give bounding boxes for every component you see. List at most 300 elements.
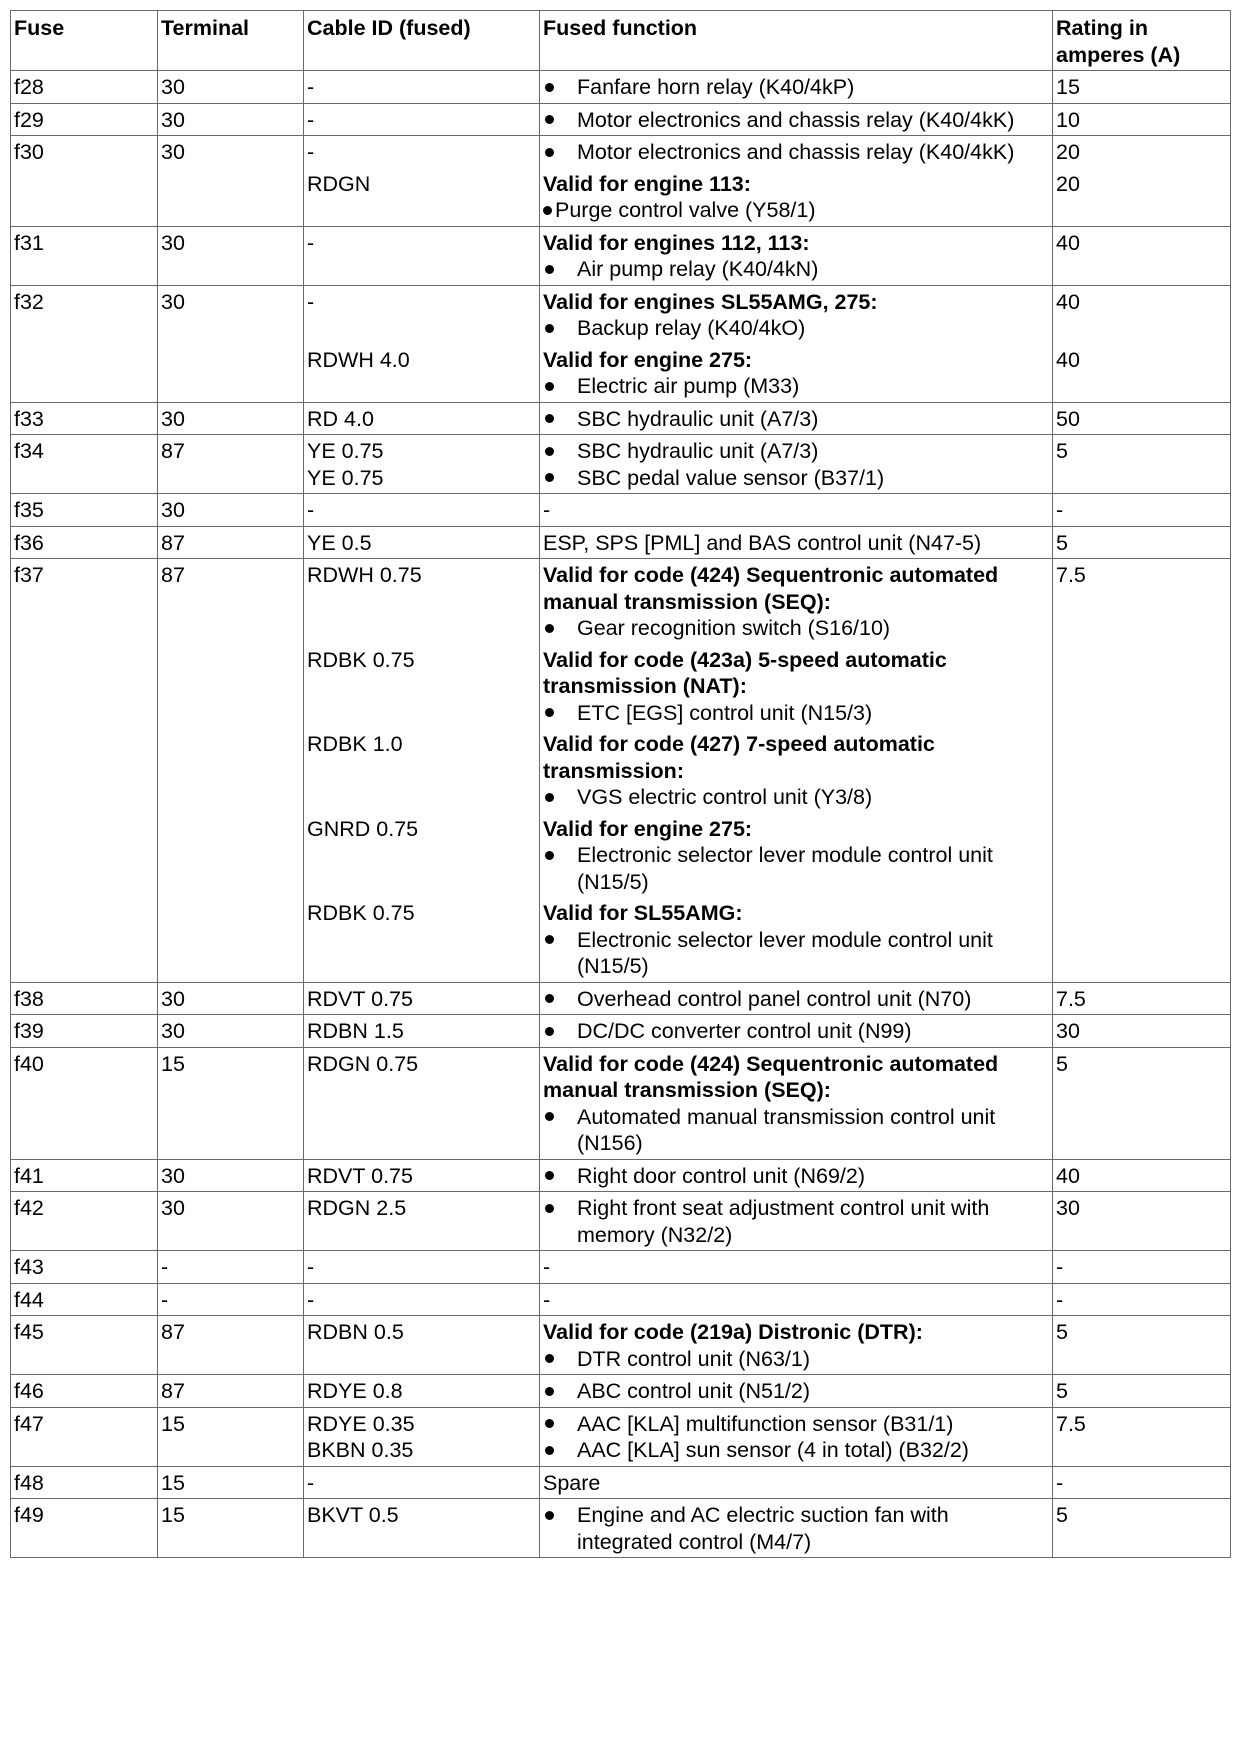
function-group	[543, 562, 1047, 642]
bullet-item	[543, 842, 1047, 895]
bullet-item	[543, 406, 1047, 433]
fuse-cell: f39	[11, 1015, 158, 1048]
rating-value: -	[1056, 1287, 1064, 1312]
bullet-text: DTR control unit (N63/1)	[577, 1346, 810, 1371]
terminal-cell: 30	[158, 136, 304, 227]
table-row	[11, 1159, 1231, 1192]
rating-cell	[1053, 1251, 1231, 1284]
rating-cell	[1053, 1015, 1231, 1048]
rating-cell	[1053, 1466, 1231, 1499]
bullet-icon	[543, 700, 577, 727]
function-group	[543, 647, 1047, 727]
rating-cell	[1053, 1407, 1231, 1466]
terminal-cell: 15	[158, 1407, 304, 1466]
function-cell	[540, 136, 1053, 227]
bullet-icon	[543, 986, 577, 1013]
validity-heading: Valid for SL55AMG:	[543, 901, 743, 925]
bullet-icon	[543, 927, 577, 980]
table-row	[11, 136, 1231, 227]
bullet-text: Electronic selector lever module control unit (N15/5)	[577, 843, 993, 894]
cable-group	[307, 647, 534, 727]
cable-id: -	[307, 1255, 315, 1279]
cable-group	[307, 1502, 534, 1555]
bullet-icon	[543, 1437, 577, 1464]
cable-id: RDYE 0.8	[307, 1379, 403, 1403]
terminal-cell: -	[158, 1251, 304, 1284]
function-cell	[540, 1316, 1053, 1375]
cable-group	[307, 230, 534, 283]
validity-heading: Valid for code (424) Sequentronic automated manual transmission (SEQ):	[543, 563, 999, 614]
terminal-cell: 87	[158, 1375, 304, 1408]
cable-cell	[304, 1316, 540, 1375]
cable-group	[307, 139, 534, 166]
cable-group	[307, 107, 534, 134]
function-group	[543, 74, 1047, 101]
cable-cell	[304, 1251, 540, 1284]
rating-value: 5	[1056, 439, 1068, 463]
rating-value: 5	[1056, 1320, 1068, 1344]
function-group	[543, 1163, 1047, 1190]
cable-cell	[304, 136, 540, 227]
fuse-cell: f48	[11, 1466, 158, 1499]
rating-cell	[1053, 402, 1231, 435]
bullet-text: AAC [KLA] sun sensor (4 in total) (B32/2)	[577, 1438, 969, 1462]
cable-group	[307, 816, 534, 896]
cable-id: RDBN 1.5	[307, 1019, 404, 1043]
function-cell	[540, 494, 1053, 527]
cable-group	[307, 347, 534, 400]
fuse-cell: f28	[11, 71, 158, 104]
cable-cell	[304, 526, 540, 559]
function-cell	[540, 1047, 1053, 1159]
function-group	[543, 438, 1047, 491]
function-cell	[540, 1283, 1053, 1316]
bullet-icon	[543, 256, 577, 283]
terminal-cell: 30	[158, 285, 304, 402]
function-group	[543, 816, 1047, 896]
terminal-cell: 30	[158, 226, 304, 285]
bullet-item	[543, 139, 1047, 166]
table-row	[11, 1283, 1231, 1316]
fuse-cell: f38	[11, 982, 158, 1015]
fuse-cell: f46	[11, 1375, 158, 1408]
cable-id: RD 4.0	[307, 406, 374, 431]
cable-group	[307, 171, 534, 224]
validity-heading: Valid for engines 112, 113:	[543, 230, 810, 255]
terminal-cell: 30	[158, 982, 304, 1015]
fuse-cell: f47	[11, 1407, 158, 1466]
cable-cell	[304, 1375, 540, 1408]
function-group	[543, 986, 1047, 1013]
function-group	[543, 497, 1047, 524]
rating-value: 20	[1056, 171, 1080, 196]
cable-cell	[304, 1466, 540, 1499]
fuse-cell: f44	[11, 1283, 158, 1316]
table-row	[11, 435, 1231, 494]
function-cell	[540, 1015, 1053, 1048]
validity-heading: Valid for engine 113:	[543, 171, 751, 196]
fuse-cell: f34	[11, 435, 158, 494]
cable-id: -	[307, 289, 315, 314]
bullet-item	[543, 1018, 1047, 1045]
bullet-item	[543, 1411, 1047, 1438]
function-group	[543, 1195, 1047, 1248]
fuse-cell: f35	[11, 494, 158, 527]
rating-value: 5	[1056, 1051, 1068, 1076]
terminal-cell: 15	[158, 1466, 304, 1499]
bullet-item	[543, 1502, 1047, 1555]
bullet-text: Automated manual transmission control unit (N156)	[577, 1104, 996, 1155]
bullet-icon	[543, 784, 577, 811]
rating-value: 40	[1056, 289, 1080, 314]
cable-group	[307, 1378, 534, 1405]
function-group	[543, 530, 1047, 557]
rating-value: 40	[1056, 1163, 1080, 1188]
table-row	[11, 103, 1231, 136]
bullet-text: Backup relay (K40/4kO)	[577, 316, 806, 340]
function-group	[543, 289, 1047, 342]
bullet-icon	[543, 74, 577, 101]
cable-group	[307, 1470, 534, 1497]
header-fused-function: Fused function	[540, 11, 1053, 71]
rating-cell	[1053, 559, 1231, 983]
cable-cell	[304, 982, 540, 1015]
bullet-text: VGS electric control unit (Y3/8)	[577, 785, 873, 809]
bullet-item	[543, 1104, 1047, 1157]
bullet-item	[543, 1378, 1047, 1405]
cable-group	[307, 1254, 534, 1281]
table-row	[11, 494, 1231, 527]
table-row	[11, 226, 1231, 285]
bullet-item	[543, 256, 1047, 283]
cable-id: YE 0.75	[307, 465, 384, 490]
cable-group	[307, 731, 534, 811]
bullet-item	[543, 986, 1047, 1013]
table-row	[11, 1251, 1231, 1284]
bullet-text: SBC pedal value sensor (B37/1)	[577, 465, 885, 490]
function-cell	[540, 982, 1053, 1015]
function-cell	[540, 402, 1053, 435]
terminal-cell: 87	[158, 435, 304, 494]
cable-group	[307, 1287, 534, 1314]
bullet-icon	[543, 1104, 577, 1157]
cable-group	[307, 986, 534, 1013]
bullet-item	[543, 1346, 1047, 1373]
bullet-text: SBC hydraulic unit (A7/3)	[577, 406, 819, 431]
cable-id: -	[307, 498, 315, 522]
function-text: -	[543, 498, 551, 522]
function-group	[543, 230, 1047, 283]
rating-value: 10	[1056, 107, 1080, 132]
bullet-text: Motor electronics and chassis relay (K40/4kK)	[577, 107, 1015, 132]
rating-cell	[1053, 1283, 1231, 1316]
table-row	[11, 1375, 1231, 1408]
function-group	[543, 406, 1047, 433]
header-rating: Rating in amperes (A)	[1053, 11, 1231, 71]
terminal-cell: 15	[158, 1499, 304, 1558]
function-group	[543, 1502, 1047, 1555]
cable-id: GNRD 0.75	[307, 816, 419, 841]
rating-cell	[1053, 1316, 1231, 1375]
terminal-cell: 30	[158, 71, 304, 104]
function-group	[543, 139, 1047, 166]
bullet-icon	[543, 107, 577, 134]
rating-value: 15	[1056, 75, 1080, 99]
terminal-cell: 30	[158, 494, 304, 527]
terminal-cell: 30	[158, 402, 304, 435]
cable-id: -	[307, 107, 315, 132]
cable-group	[307, 289, 534, 342]
cable-cell	[304, 1407, 540, 1466]
bullet-item	[543, 615, 1047, 642]
cable-id: RDVT 0.75	[307, 986, 413, 1011]
bullet-icon	[543, 1195, 577, 1248]
rating-cell	[1053, 1047, 1231, 1159]
cable-group	[307, 1163, 534, 1190]
function-text: Spare	[543, 1470, 601, 1495]
function-group	[543, 171, 1047, 224]
fuse-cell: f42	[11, 1192, 158, 1251]
cable-id: RDGN 2.5	[307, 1196, 407, 1220]
fuse-cell: f49	[11, 1499, 158, 1558]
rating-value: 30	[1056, 1019, 1080, 1043]
bullet-item	[543, 1437, 1047, 1464]
rating-cell	[1053, 1375, 1231, 1408]
rating-value	[1056, 900, 1225, 980]
rating-value: 5	[1056, 530, 1068, 555]
rating-cell	[1053, 494, 1231, 527]
terminal-cell: 15	[158, 1047, 304, 1159]
function-cell	[540, 526, 1053, 559]
table-header-row	[11, 11, 1231, 71]
cable-id: YE 0.75	[307, 439, 384, 463]
rating-value: 40	[1056, 347, 1080, 372]
function-cell	[540, 1407, 1053, 1466]
bullet-icon	[543, 438, 577, 465]
cable-cell	[304, 1047, 540, 1159]
validity-heading: Valid for engine 275:	[543, 816, 753, 841]
cable-id: RDWH 4.0	[307, 347, 410, 372]
validity-heading: Valid for code (424) Sequentronic automated manual transmission (SEQ):	[543, 1051, 999, 1102]
rating-value: 7.5	[1056, 563, 1086, 587]
bullet-item	[543, 197, 1047, 224]
fuse-cell: f30	[11, 136, 158, 227]
bullet-icon	[543, 1163, 577, 1190]
bullet-text: ETC [EGS] control unit (N15/3)	[577, 700, 873, 725]
validity-heading: Valid for engines SL55AMG, 275:	[543, 289, 878, 314]
rating-value: 20	[1056, 140, 1080, 164]
bullet-text: Motor electronics and chassis relay (K40/4kK)	[577, 140, 1015, 164]
validity-heading: Valid for code (423a) 5-speed automatic transmission (NAT):	[543, 647, 947, 698]
terminal-cell: 87	[158, 1316, 304, 1375]
cable-id: RDGN	[307, 171, 371, 196]
table-row	[11, 402, 1231, 435]
cable-id: BKBN 0.35	[307, 1438, 414, 1462]
rating-cell	[1053, 103, 1231, 136]
terminal-cell: 30	[158, 103, 304, 136]
function-group	[543, 1411, 1047, 1464]
bullet-text: Electric air pump (M33)	[577, 374, 800, 398]
cable-cell	[304, 103, 540, 136]
cable-id: RDGN 0.75	[307, 1051, 419, 1076]
table-row	[11, 1192, 1231, 1251]
rating-value: -	[1056, 1255, 1064, 1279]
rating-cell	[1053, 136, 1231, 227]
cable-group	[307, 1051, 534, 1157]
cable-id: -	[307, 1287, 315, 1312]
bullet-text: Fanfare horn relay (K40/4kP)	[577, 75, 855, 99]
bullet-item	[543, 465, 1047, 492]
table-body	[11, 71, 1231, 1558]
table-row	[11, 1015, 1231, 1048]
function-cell	[540, 1375, 1053, 1408]
table-row	[11, 1499, 1231, 1558]
table-row	[11, 1047, 1231, 1159]
cable-cell	[304, 1499, 540, 1558]
cable-id: RDBK 0.75	[307, 647, 415, 672]
cable-id: RDBK 0.75	[307, 901, 415, 925]
fuse-cell: f36	[11, 526, 158, 559]
rating-value: 50	[1056, 406, 1080, 431]
bullet-icon	[543, 197, 555, 224]
fuse-cell: f37	[11, 559, 158, 983]
bullet-icon	[543, 1502, 577, 1555]
function-group	[543, 347, 1047, 400]
cable-id: RDWH 0.75	[307, 563, 422, 587]
cable-id: YE 0.5	[307, 530, 372, 555]
bullet-text: DC/DC converter control unit (N99)	[577, 1019, 912, 1043]
cable-cell	[304, 1283, 540, 1316]
rating-cell	[1053, 435, 1231, 494]
function-cell	[540, 285, 1053, 402]
fuse-cell: f32	[11, 285, 158, 402]
bullet-text: Air pump relay (K40/4kN)	[577, 257, 819, 281]
cable-id: RDBN 0.5	[307, 1320, 404, 1344]
rating-cell	[1053, 1499, 1231, 1558]
rating-value: -	[1056, 498, 1064, 522]
cable-group	[307, 900, 534, 980]
cable-cell	[304, 285, 540, 402]
rating-cell	[1053, 1159, 1231, 1192]
fuse-cell: f29	[11, 103, 158, 136]
table-row	[11, 559, 1231, 983]
bullet-item	[543, 1163, 1047, 1190]
function-cell	[540, 1251, 1053, 1284]
bullet-item	[543, 784, 1047, 811]
table-row	[11, 285, 1231, 402]
bullet-text: SBC hydraulic unit (A7/3)	[577, 439, 819, 463]
fuse-cell: f31	[11, 226, 158, 285]
bullet-text: AAC [KLA] multifunction sensor (B31/1)	[577, 1411, 954, 1436]
function-text: -	[543, 1255, 551, 1279]
cable-id: BKVT 0.5	[307, 1503, 399, 1527]
rating-value	[1056, 647, 1225, 727]
function-group	[543, 1378, 1047, 1405]
rating-cell	[1053, 71, 1231, 104]
cable-group	[307, 530, 534, 557]
terminal-cell: 87	[158, 526, 304, 559]
bullet-item	[543, 700, 1047, 727]
rating-value: 40	[1056, 230, 1080, 255]
bullet-icon	[543, 139, 577, 166]
cable-group	[307, 74, 534, 101]
function-group	[543, 1254, 1047, 1281]
bullet-icon	[543, 465, 577, 492]
rating-cell	[1053, 1192, 1231, 1251]
cable-cell	[304, 1192, 540, 1251]
cable-group	[307, 1018, 534, 1045]
header-fuse: Fuse	[11, 11, 158, 71]
cable-id: RDVT 0.75	[307, 1163, 413, 1188]
fuse-assignment-table	[10, 10, 1231, 1558]
validity-heading: Valid for code (427) 7-speed automatic transmission:	[543, 732, 935, 783]
cable-group	[307, 562, 534, 642]
function-group	[543, 731, 1047, 811]
table-row	[11, 526, 1231, 559]
cable-id: RDYE 0.35	[307, 1411, 415, 1436]
rating-value: 5	[1056, 1379, 1068, 1403]
validity-heading: Valid for code (219a) Distronic (DTR):	[543, 1320, 923, 1344]
function-group	[543, 1051, 1047, 1157]
bullet-item	[543, 315, 1047, 342]
terminal-cell: 30	[158, 1159, 304, 1192]
bullet-text: Right front seat adjustment control unit with memory (N32/2)	[577, 1196, 990, 1247]
terminal-cell: -	[158, 1283, 304, 1316]
cable-group	[307, 1411, 534, 1464]
bullet-item	[543, 107, 1047, 134]
header-cable-id: Cable ID (fused)	[304, 11, 540, 71]
bullet-icon	[543, 1378, 577, 1405]
function-group	[543, 1287, 1047, 1314]
table-row	[11, 982, 1231, 1015]
cable-group	[307, 1319, 534, 1372]
terminal-cell: 87	[158, 559, 304, 983]
header-terminal: Terminal	[158, 11, 304, 71]
function-group	[543, 1319, 1047, 1372]
function-cell	[540, 71, 1053, 104]
rating-value: 7.5	[1056, 1411, 1086, 1436]
table-row	[11, 71, 1231, 104]
table-row	[11, 1316, 1231, 1375]
table-row	[11, 1466, 1231, 1499]
function-cell	[540, 1499, 1053, 1558]
rating-value: -	[1056, 1470, 1064, 1495]
fuse-cell: f41	[11, 1159, 158, 1192]
bullet-item	[543, 927, 1047, 980]
bullet-icon	[543, 1346, 577, 1373]
fuse-cell: f43	[11, 1251, 158, 1284]
bullet-icon	[543, 842, 577, 895]
rating-cell	[1053, 285, 1231, 402]
cable-id: RDBK 1.0	[307, 732, 403, 756]
cable-cell	[304, 1015, 540, 1048]
bullet-text: Overhead control panel control unit (N70)	[577, 986, 972, 1011]
bullet-item	[543, 438, 1047, 465]
function-text: ESP, SPS [PML] and BAS control unit (N47-5)	[543, 530, 982, 555]
rating-cell	[1053, 982, 1231, 1015]
bullet-icon	[543, 615, 577, 642]
cable-id: -	[307, 140, 315, 164]
bullet-item	[543, 74, 1047, 101]
bullet-text: Right door control unit (N69/2)	[577, 1163, 866, 1188]
terminal-cell: 30	[158, 1015, 304, 1048]
rating-value: 7.5	[1056, 986, 1086, 1011]
function-group	[543, 1018, 1047, 1045]
validity-heading: Valid for engine 275:	[543, 347, 753, 372]
terminal-cell: 30	[158, 1192, 304, 1251]
cable-id: -	[307, 75, 315, 99]
cable-cell	[304, 226, 540, 285]
